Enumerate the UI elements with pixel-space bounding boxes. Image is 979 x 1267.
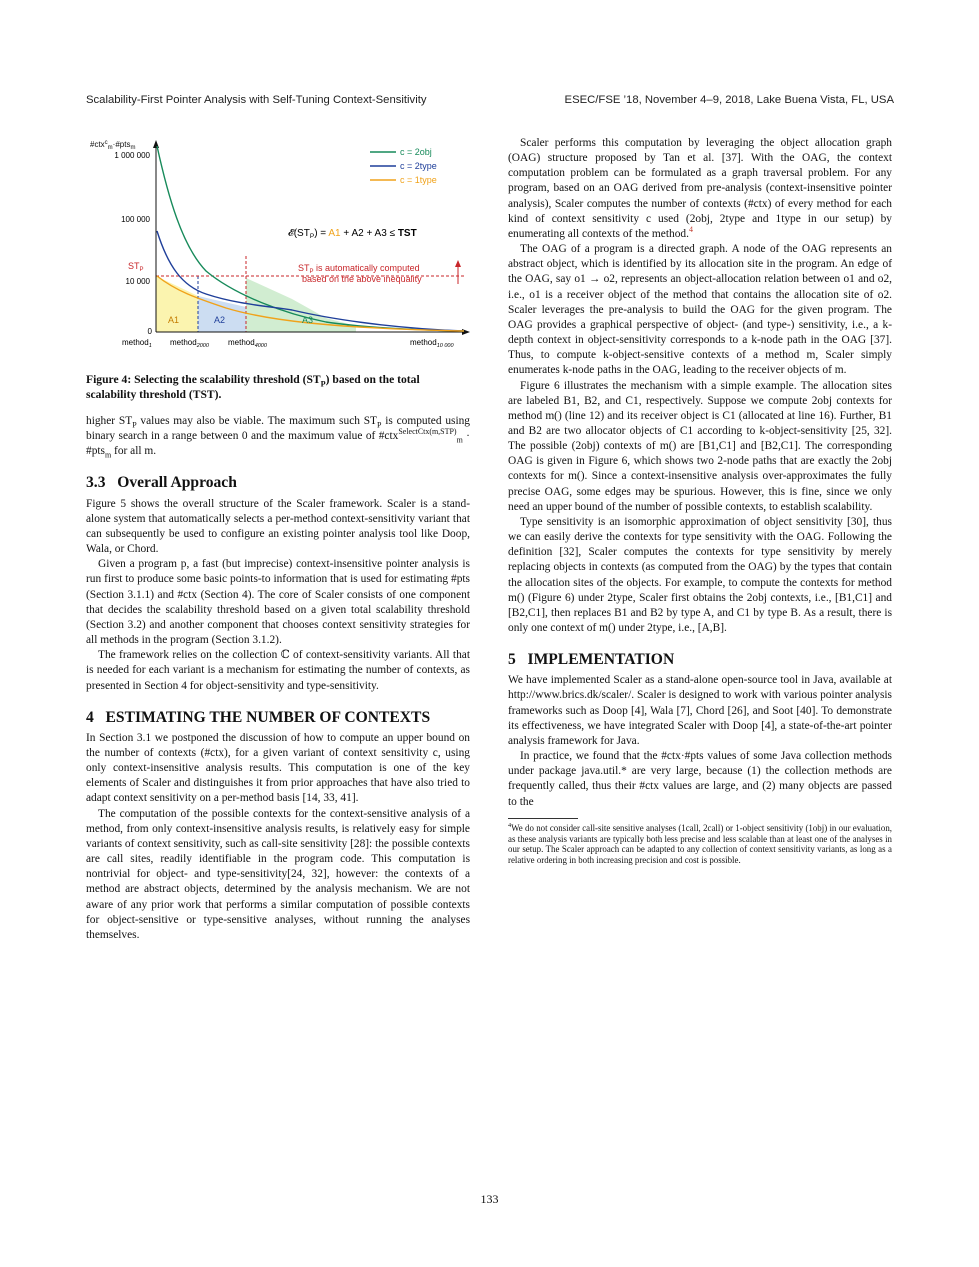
area-label-a1: A1 bbox=[168, 315, 180, 325]
paragraph-sec4-1: In Section 3.1 we postponed the discussion of how to compute an upper bound on the number of contexts (#ctx), for a given variant of context sensitivity c, using only context-insensitive analysis results. This computation is one of the key elements of Scaler and distinguishes it from prior approaches that have also tried to adapt context sensitivity on a per-method basis [14, 33, 41]. bbox=[86, 731, 470, 805]
legend-1type: c = 1type bbox=[400, 175, 437, 185]
svg-text:method10 000: method$_{10 000}$ bbox=[410, 338, 454, 349]
x-tick-method-2000: method bbox=[170, 338, 197, 347]
equation: $𝓔(ST_P) = A1 + A2 + A3$ ≤ TST bbox=[288, 228, 417, 240]
paragraph-impl-1: We have implemented Scaler as a stand-alone open-source tool in Java, available at http://www.brics.dk/scaler/. Scaler is designed to work with various pointer analysis frameworks such as Doop [4], Wala [7], Chord [26], and Soot [40]. To demonstrate its effectiveness, we have integrated Scaler with Doop [4], a state-of-the-art pointer analysis framework for Java. bbox=[508, 674, 892, 747]
area-label-a2: A2 bbox=[214, 315, 226, 325]
y-tick-0: 0 bbox=[147, 327, 152, 336]
legend-2obj: c = 2obj bbox=[400, 147, 432, 157]
paragraph-sec4-2: The computation of the possible contexts for the context-sensitive analysis of a method, from only context-insensitive analysis results, is relatively easy for simple variants of context sensitivity, such as call-site sensitivity [28]: the possible contexts are call sites, readily identifiable in the program code. This computation is nontrivial for object- and type-sensitivity[24, 32], however: the contexts of a method are abstract objects, determined by the analysis mechanism. We are not aware of any prior work that performs a similar computation of possible contexts for object-sensitive or type-sensitive analyses, without running the analyses themselves. bbox=[86, 807, 470, 941]
running-head-venue: ESEC/FSE ’18, November 4–9, 2018, Lake Buena Vista, FL, USA bbox=[564, 94, 894, 106]
y-tick-1m: 1 000 000 bbox=[114, 151, 150, 160]
x-tick-method-10000: method bbox=[410, 338, 437, 347]
paragraph-oag-1: Scaler performs this computation by leveraging the object allocation graph (OAG) structure proposed by Tan et al. [37]. With the OAG, the context computation problem can be formulated as a graph traversal problem. For any program, based on an OAG derived from pre-analysis (context-insensitive pointer analysis), Scaler computes the number of contexts (#ctx) of every method for each kind of context sensitivity c used (2obj, 2type and 1type in our setup) by enumerating all contexts of the method.$^4$ bbox=[508, 137, 892, 240]
svg-text:method4000: method$_{4000}$ bbox=[228, 338, 267, 349]
x-tick-method-1: method bbox=[122, 338, 149, 347]
annotation-line-1: $ST_P$ is automatically computed bbox=[298, 263, 420, 275]
y-tick-10k: 10 000 bbox=[125, 277, 150, 286]
paragraph-type-sensitivity: Type sensitivity is an isomorphic approximation of object sensitivity [30], thus we can easily derive the contexts for type sensitivity with the OAG. Following the definition [32], Scaler computes the contexts for type sensitivity by merely replacing objects in contexts (as computed from the OAG) by the types that contain the allocation sites of the objects. For example, to compute the contexts for method m() (Figure 6) under 2type, Scaler first obtains the 2obj contexts, i.e., [B1,C1] and [B2,C1], then replaces B1 and B2 by type A, and C1 by type B. As a result, there is only one context of m() under 2type, i.e., [A,B]. bbox=[508, 515, 892, 634]
paragraph-overall-3: The framework relies on the collection ℂ of context-sensitivity variants. All that is needed for each variant is a mechanism for estimating the number of contexts, as presented in Section 4 for object-sensitivity and type-sensitivity. bbox=[86, 649, 470, 692]
left-column bbox=[86, 136, 470, 943]
section-4-heading: 4 ESTIMATING THE NUMBER OF CONTEXTS bbox=[86, 708, 431, 726]
paragraph-oag-3: Figure 6 illustrates the mechanism with a simple example. The allocation sites are labeled B1, B2, and C1, respectively. Suppose we compute 2obj contexts for method m() (line 12) and its receiver object is C1 (allocated at line 16). Further, B1 and B2 are two allocator objects of C1 according to k-object-sensitivity [25, 32]. The possible (2obj) contexts of m() are [B1,C1] and [B2,C1]. The corresponding OAG is given in Figure 6, which shows two 2-node paths that are exactly the 2obj contexts for m(). Since a context-insensitive analysis over-approximates the fully precise OAG, some edges may be spurious. However, this is fine, since we only need an upper bound of the number of possible contexts, to establish scalability. bbox=[508, 379, 892, 513]
x-tick-method-4000: method bbox=[228, 338, 255, 347]
footnote-4: $^4$We do not consider call-site sensitive analyses (1call, 2call) or 1-object sensitivity (1obj) in our evaluation, as these analysis variants are typically both less precise and less scalable than at least one of the analyses in our setup. The Scaler approach can be adapted to any collection of context sensitivity variants, as long as a relative ordering in both increasing precision and cost is possible. bbox=[508, 821, 892, 866]
paragraph-overall-2: Given a program p, a fast (but imprecise) context-insensitive pointer analysis is run first to produce some basic points-to information that is used for estimating #pts (Section 3.1.1) and #ctx (Section 4). The core of Scaler consists of one component that decides the scalability threshold based on a given total scalability threshold (Section 3.2) and another component that chooses context sensitivity strategies for all methods in the program (Section 3.1.2). bbox=[86, 558, 470, 647]
y-tick-100k: 100 000 bbox=[121, 215, 150, 224]
paragraph-stp: higher $ST_P$ values may also be viable. The maximum such $ST_P$ is computed using binary search in a range between 0 and the maximum value of #ctx$^{SelectCtx(m,STP)}_m$ · #pts$_m$ for all m. bbox=[86, 415, 470, 460]
svg-text:#ctxcm·#ptsm: #ctx$^c_m$·#pts$_m$ bbox=[90, 140, 136, 151]
right-column bbox=[508, 136, 892, 866]
figure-4-caption: Figure 4: Selecting the scalability threshold $(ST_P)$ based on the total scalability threshold (TST). bbox=[86, 373, 420, 401]
annotation-line-2: based on the above inequality bbox=[302, 274, 422, 284]
svg-text:method2000: method$_{2000}$ bbox=[170, 338, 209, 349]
legend-2type: c = 2type bbox=[400, 161, 437, 171]
svg-text:method1: method$_1$ bbox=[122, 338, 152, 349]
figure-4 bbox=[86, 136, 470, 366]
section-5-heading: 5 IMPLEMENTATION bbox=[508, 651, 675, 669]
paragraph-impl-2: In practice, we found that the #ctx·#pts values of some Java collection methods under package java.util.* are very large, because (1) the collection methods are frequently called, thus their #ctx values are large, and (2) many objects are passed to the bbox=[508, 750, 892, 808]
paragraph-overall-1: Figure 5 shows the overall structure of the Scaler framework. Scaler is a stand-alone system that automatically selects a per-method context-sensitivity variant that can subsequently be used to configure an existing pointer analysis tool like Doop, Wala, or Chord. bbox=[86, 497, 470, 556]
figure-4-chart bbox=[86, 136, 470, 366]
paragraph-oag-2: The OAG of a program is a directed graph. A node of the OAG represents an abstract object, which is identified by its allocation site in the program. An edge of the OAG, say o1 → o2, represents an object-allocation relation between o1 and o2, i.e., o1 is a receiver object of the method that contains the allocation site of o2. Scaler leverages the pre-analysis to build the OAG for the given program. The OAG provides a graphical perspective of object- (and type-) sensitivity, i.e., a k-depth context in object-sensitivity corresponds to a k-node path in the OAG [37]. Thus, to compute k-object-sensitive contexts of a method m, Scaler simply enumerates k-node paths in the OAG, leading to the receiver objects of m. bbox=[508, 243, 892, 377]
running-head-title: Scalability-First Pointer Analysis with Self-Tuning Context-Sensitivity bbox=[86, 94, 427, 106]
footnote-rule bbox=[508, 818, 578, 819]
area-label-a3: A3 bbox=[302, 315, 314, 325]
stp-axis-label: $ST_P$ bbox=[128, 261, 144, 273]
section-3-3-heading: 3.3 Overall Approach bbox=[86, 474, 237, 492]
page-number: 133 bbox=[480, 1192, 499, 1206]
